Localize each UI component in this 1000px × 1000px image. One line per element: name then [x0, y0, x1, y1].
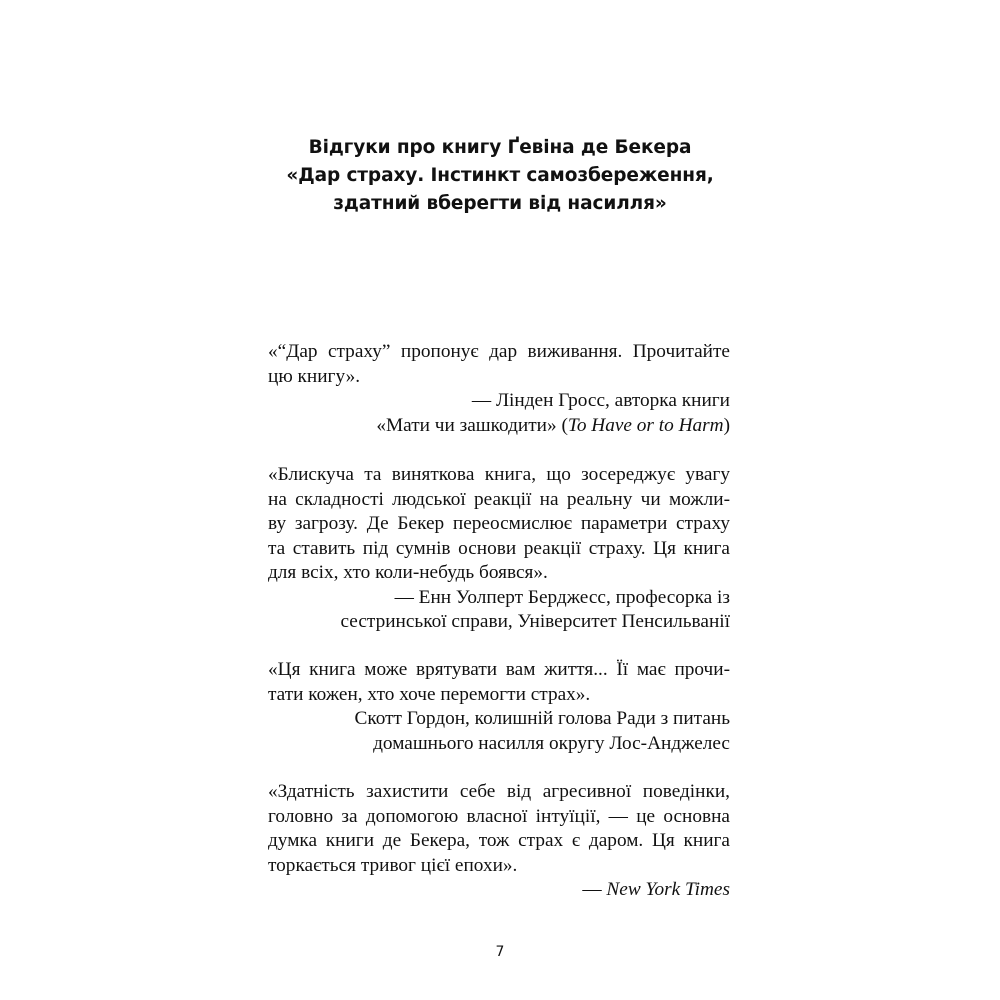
attribution-line: Скотт Гордон, колишній голова Ради з питань	[354, 708, 730, 729]
review-attribution	[268, 878, 730, 903]
quote-line: думка книги де Бекера, тож страх є даром. Ця книга	[268, 830, 730, 851]
quote-line: на складності людської реакції на реальну чи можли-	[268, 488, 730, 510]
attribution-dash: —	[582, 879, 607, 900]
quote-line: та ставить під сумнів основи реакції страху. Ця книга	[268, 537, 730, 559]
attribution-line: сестринської справи, Університет Пенсильванії	[340, 611, 730, 632]
quote-line: для всіх, хто коли-небудь боявся».	[268, 562, 548, 583]
attribution-line	[268, 878, 730, 903]
quote-line: тати кожен, хто хоче перемогти страх».	[268, 683, 591, 705]
title-line-3: здатний вберегти від насилля»	[333, 193, 667, 214]
review-quote	[268, 780, 730, 878]
review-quote	[268, 658, 730, 707]
attribution-line: домашнього насилля округу Лос-Анджелес	[373, 732, 730, 754]
review-2	[268, 463, 730, 635]
attribution-tail: )	[723, 414, 730, 436]
review-quote	[268, 340, 730, 389]
review-attribution	[268, 586, 730, 635]
page-number: 7	[495, 944, 505, 960]
title-line-2: «Дар страху. Інстинкт самозбереження,	[286, 165, 714, 186]
quote-line: цю книгу».	[268, 365, 361, 387]
attribution-line: — Лінден Гросс, авторка книги	[471, 390, 730, 411]
quote-line: ву загрозу. Де Бекер переосмислює параметри страху	[268, 513, 730, 534]
quote-line: головно за допомогою власної інтуїції, — це основна	[268, 805, 730, 827]
attribution-text: «Мати чи зашкодити» (	[376, 414, 568, 436]
review-quote	[268, 463, 730, 586]
review-3	[268, 658, 730, 756]
review-attribution	[268, 707, 730, 756]
review-1	[268, 340, 730, 438]
quote-line: «Здатність захистити себе від агресивної поведінки,	[268, 781, 730, 802]
review-4	[268, 780, 730, 903]
attribution-book-title: To Have or to Harm	[567, 414, 724, 436]
attribution-line: — Енн Уолперт Берджесс, професорка із	[394, 586, 730, 608]
quote-line: «Ця книга може врятувати вам життя... Її має прочи-	[268, 659, 730, 680]
attribution-line	[268, 414, 730, 439]
quote-line: торкається тривог цієї епохи».	[268, 854, 518, 876]
quote-line: «Блискуча та винятковa книга, що зосереджує увагу	[268, 464, 730, 485]
review-attribution	[268, 389, 730, 438]
page-title	[200, 134, 800, 218]
quote-line: «“Дар страху” пропонує дар виживання. Прочитайте	[268, 341, 730, 362]
attribution-source: New York Times	[606, 879, 730, 900]
title-line-1: Відгуки про книгу Ґевіна де Бекера	[308, 137, 692, 158]
